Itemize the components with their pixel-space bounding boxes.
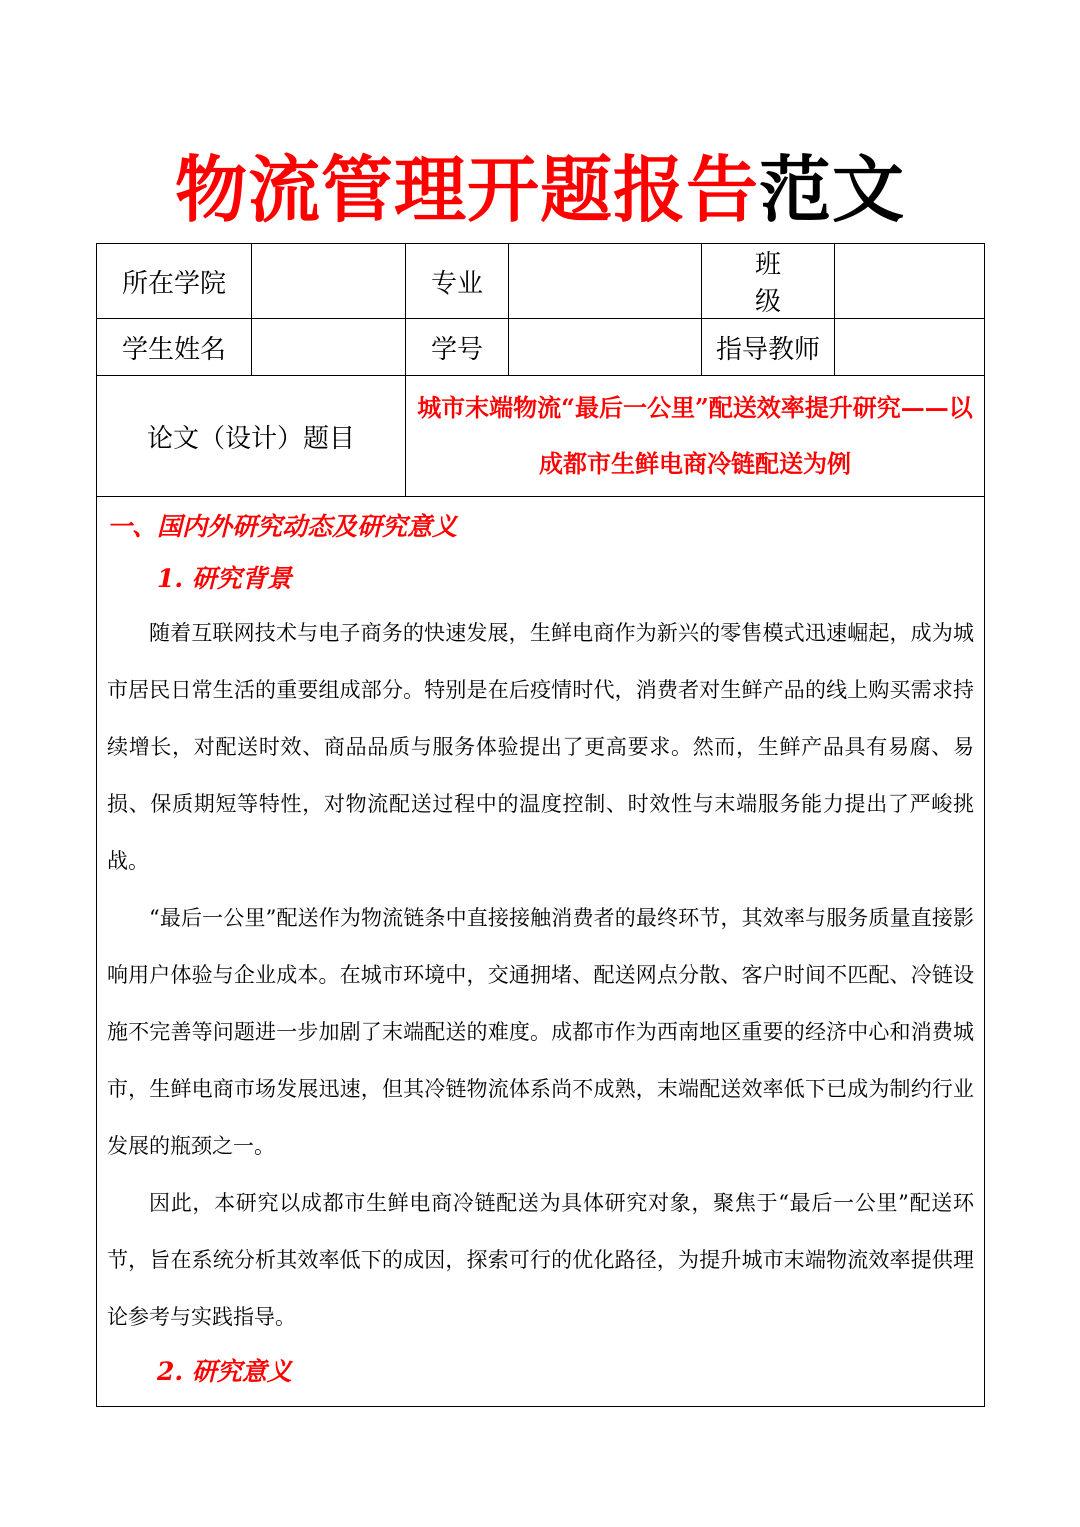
table-row (97, 319, 985, 376)
paragraph: “最后一公里”配送作为物流链条中直接接触消费者的最终环节，其效率与服务质量直接影响用户体验与企业成本。在城市环境中，交通拥堵、配送网点分散、客户时间不匹配、冷链设施不完善等问题进一步加剧了末端配送的难度。成都市作为西南地区重要的经济中心和消费城市，生鲜电商市场发展迅速，但其冷链物流体系尚不成熟，末端配送效率低下已成为制约行业发展的瓶颈之一。 (107, 906, 974, 1158)
class-label: 班级 (702, 244, 835, 319)
title-red-part: 物流管理开题报告 (174, 147, 759, 232)
student-id-label: 学号 (406, 319, 509, 376)
major-label: 专业 (406, 244, 509, 319)
major-value[interactable] (509, 244, 702, 319)
table-row (97, 376, 985, 497)
subsection-heading-background: 1. 研究背景 (157, 564, 292, 593)
paragraph: 随着互联网技术与电子商务的快速发展，生鲜电商作为新兴的零售模式迅速崛起，成为城市居民日常生活的重要组成部分。特别是在后疫情时代，消费者对生鲜产品的线上购买需求持续增长，对配送时效、商品品质与服务体验提出了更高要求。然而，生鲜产品具有易腐、易损、保质期短等特性，对物流配送过程中的温度控制、时效性与末端服务能力提出了严峻挑战。 (107, 621, 974, 873)
topic-label: 论文（设计）题目 (97, 376, 406, 497)
subsection-heading-significance: 2. 研究意义 (157, 1357, 292, 1386)
table-row (97, 244, 985, 319)
advisor-label: 指导教师 (702, 319, 835, 376)
table-row (97, 497, 985, 1407)
section-heading: 一、国内外研究动态及研究意义 (107, 512, 458, 541)
student-id-value[interactable] (509, 319, 702, 376)
topic-value: 城市末端物流“最后一公里”配送效率提升研究——以成都市生鲜电商冷链配送为例 (406, 376, 985, 497)
class-value[interactable] (835, 244, 985, 319)
advisor-value[interactable] (835, 319, 985, 376)
college-value[interactable] (252, 244, 406, 319)
document-title (0, 140, 1080, 240)
college-label: 所在学院 (97, 244, 252, 319)
student-name-label: 学生姓名 (97, 319, 252, 376)
paragraph: 因此，本研究以成都市生鲜电商冷链配送为具体研究对象，聚焦于“最后一公里”配送环节，旨在系统分析其效率低下的成因，探索可行的优化路径，为提升城市末端物流效率提供理论参考与实践指导。 (107, 1191, 974, 1329)
report-form-table (96, 243, 985, 1407)
title-black-part: 范文 (759, 147, 906, 232)
section-content (97, 497, 985, 1407)
student-name-value[interactable] (252, 319, 406, 376)
